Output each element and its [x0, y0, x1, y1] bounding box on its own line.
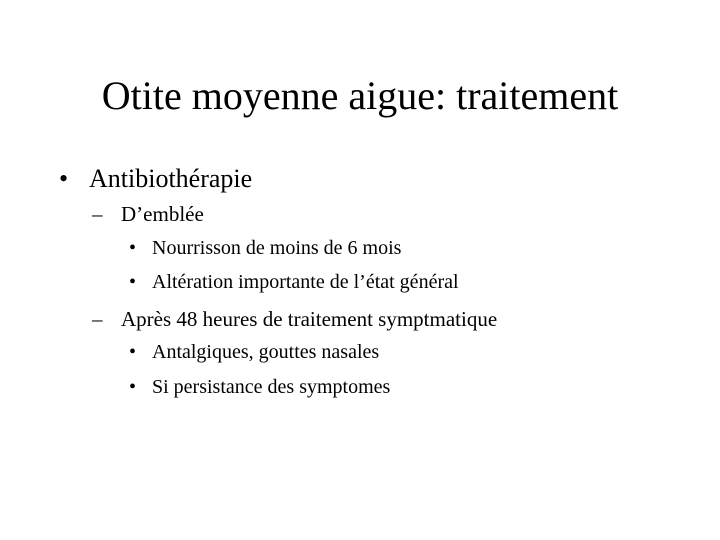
sub-sub-bullet-nourrisson	[129, 235, 401, 261]
bullet-marker: •	[59, 164, 69, 193]
bullet-marker: •	[129, 376, 137, 398]
sub-bullet-text: D’emblée	[121, 202, 204, 226]
sub-sub-bullet-antalgiques	[129, 339, 379, 365]
bullet-marker: •	[129, 341, 137, 363]
sub-bullet-text: Après 48 heures de traitement symptmatique	[121, 307, 498, 331]
bullet-text: Antibiothérapie	[89, 164, 253, 193]
bullet-antibiotherapie	[59, 163, 252, 195]
bullet-marker: •	[129, 271, 137, 293]
dash-marker: –	[92, 307, 103, 331]
sub-sub-bullet-text: Nourrisson de moins de 6 mois	[152, 237, 402, 259]
sub-bullet-demblee	[92, 200, 204, 228]
sub-sub-bullet-text: Altération importante de l’état général	[152, 271, 459, 293]
sub-sub-bullet-persistance	[129, 374, 390, 400]
sub-sub-bullet-text: Antalgiques, gouttes nasales	[152, 341, 380, 363]
sub-sub-bullet-alteration	[129, 269, 459, 295]
sub-sub-bullet-text: Si persistance des symptomes	[152, 376, 391, 398]
slide-title: Otite moyenne aigue: traitement	[101, 73, 619, 118]
dash-marker: –	[92, 202, 103, 226]
bullet-marker: •	[129, 237, 137, 259]
sub-bullet-apres-48h	[92, 305, 497, 333]
